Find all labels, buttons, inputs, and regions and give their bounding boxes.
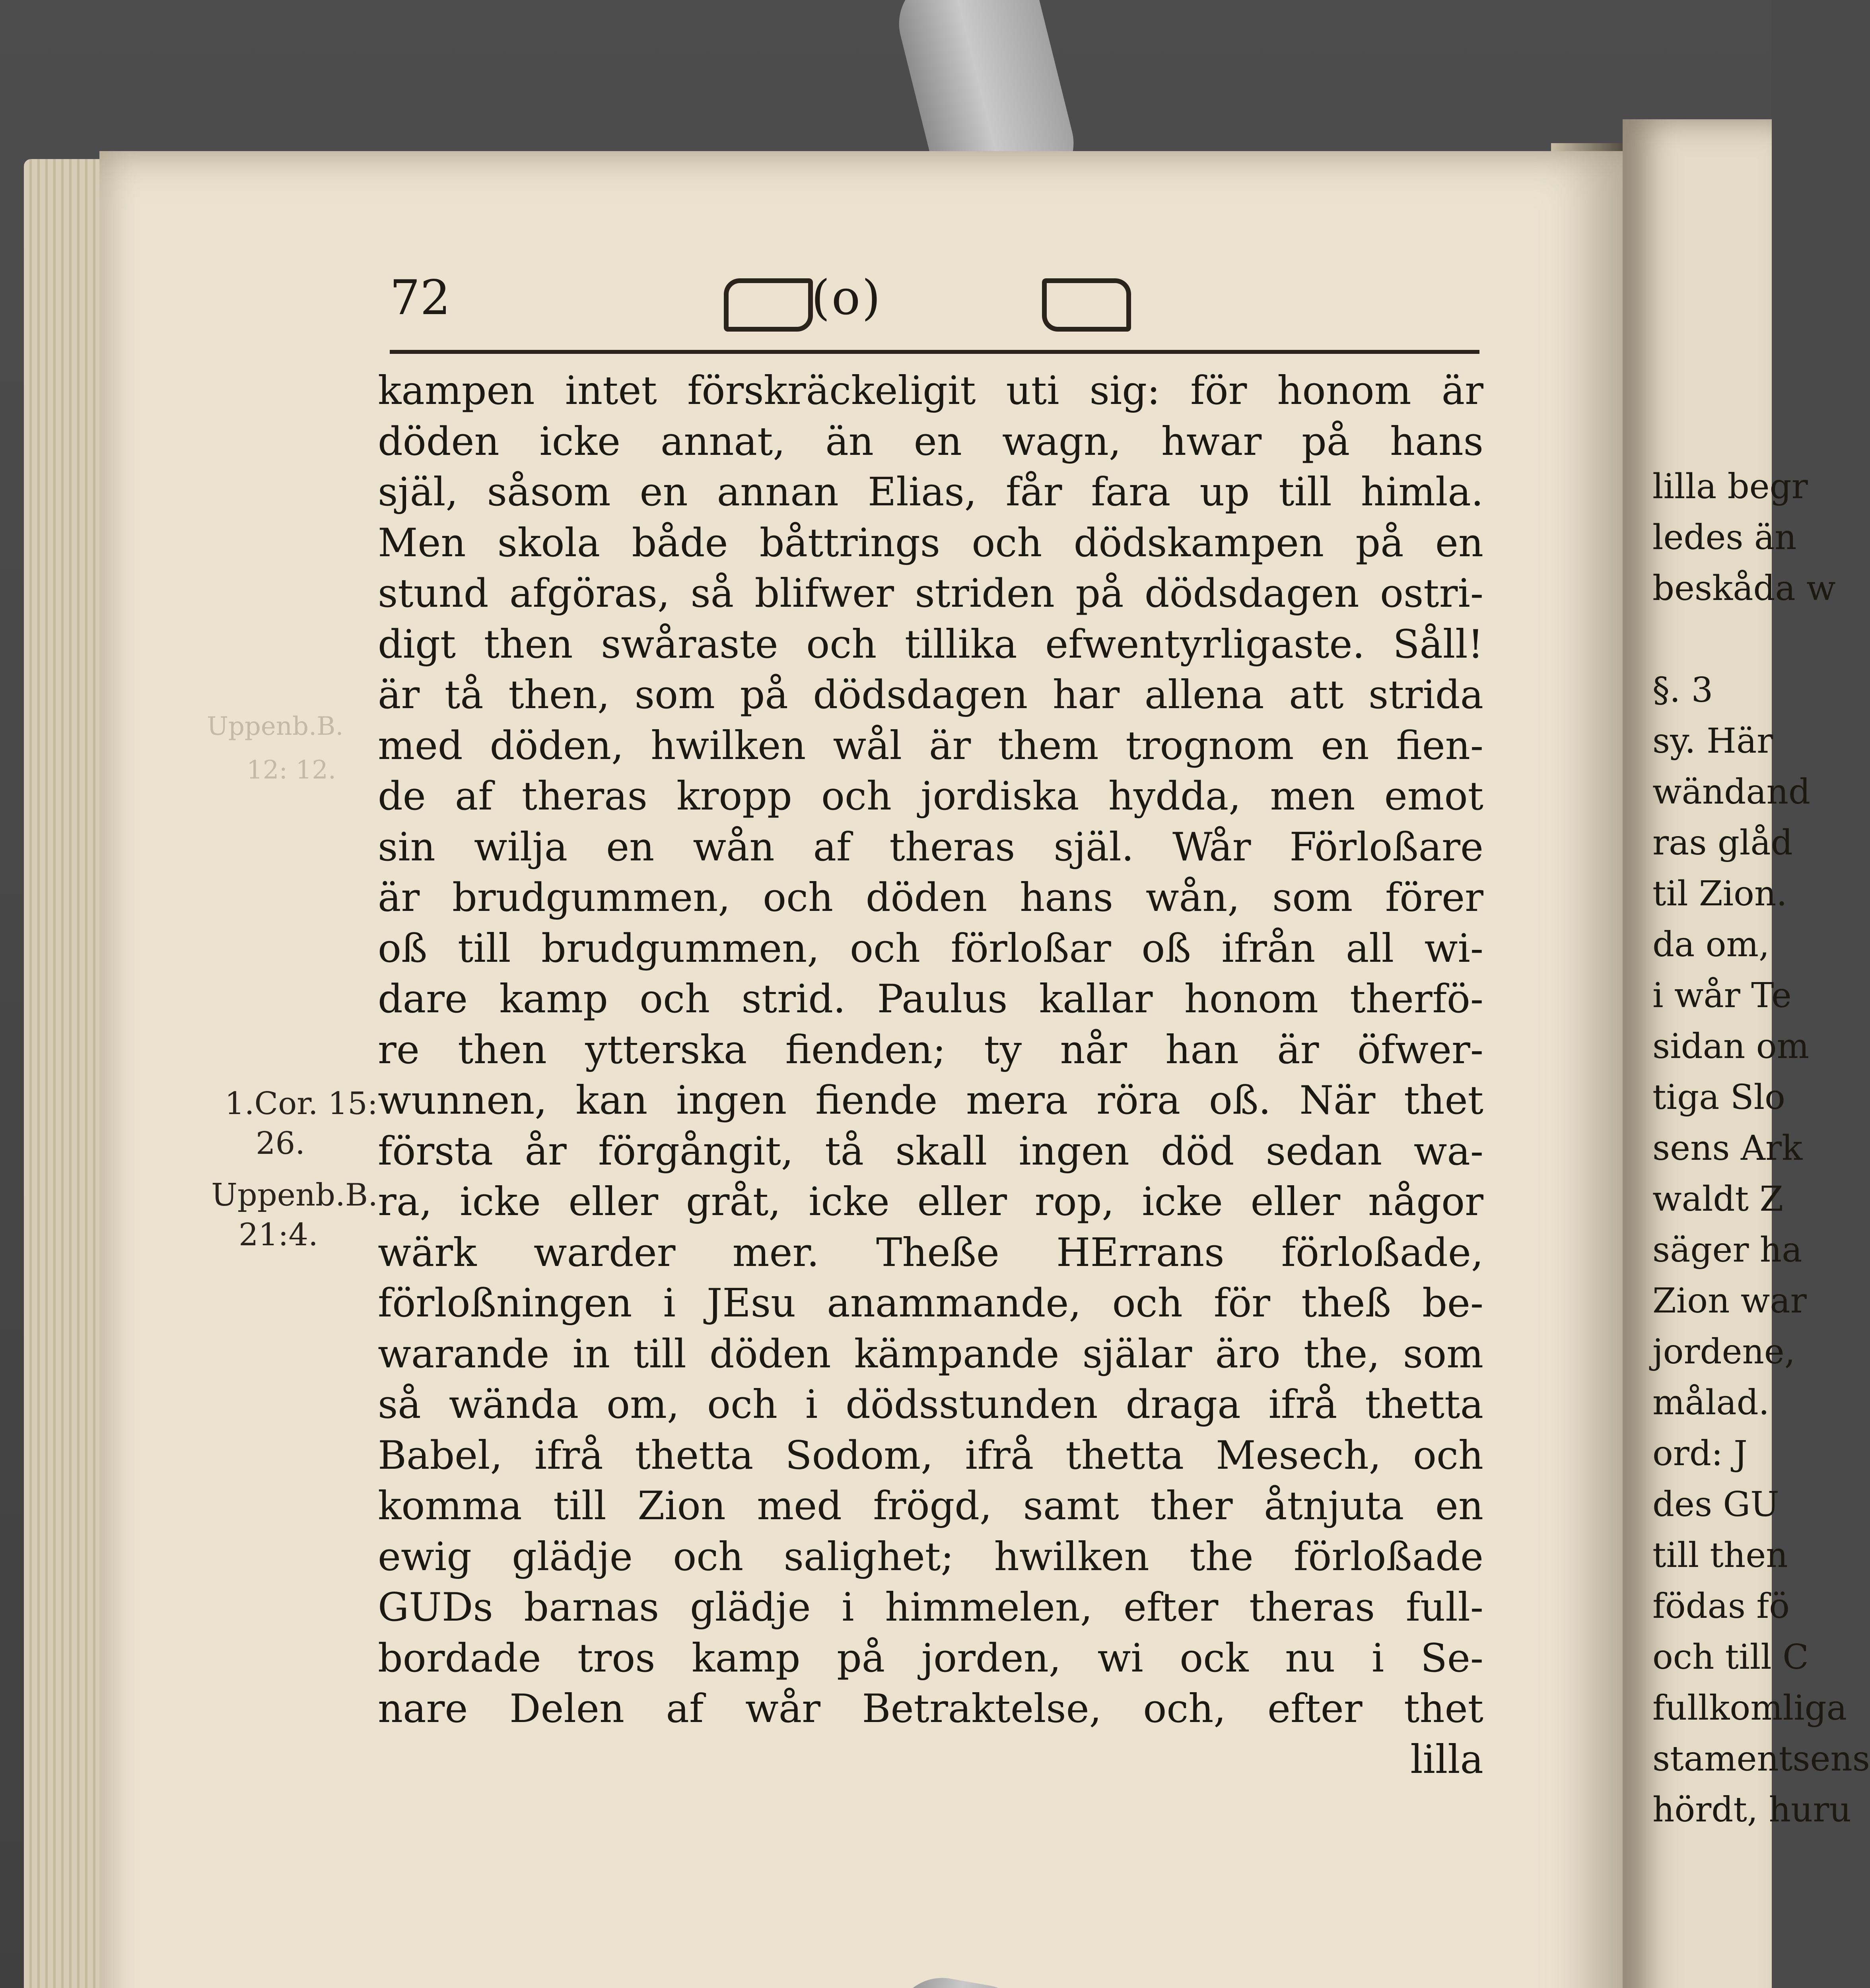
facing-page-line: fullkomliga xyxy=(1652,1688,1847,1728)
facing-page-line: lilla begr xyxy=(1652,467,1808,507)
body-text xyxy=(378,366,1483,1785)
bleed-through-note-verse: 12: 12. xyxy=(247,755,336,785)
facing-page-line: säger ha xyxy=(1652,1230,1802,1270)
text-line: digt then swåraste och tillika efwentyrligaste. Såll! xyxy=(378,621,1483,667)
facing-page-line: §. 3 xyxy=(1652,670,1713,710)
facing-page-line: födas fö xyxy=(1652,1586,1790,1626)
facing-page-line: tiga Slo xyxy=(1652,1077,1785,1117)
text-line: de af theras kropp och jordiska hydda, men emot xyxy=(378,774,1483,819)
text-line: wärk warder mer. Theße HErrans förloßade, xyxy=(378,1230,1483,1276)
text-line: re then ytterska fienden; ty når han är öfwer- xyxy=(378,1027,1483,1073)
text-line: dare kamp och strid. Paulus kallar honom therfö- xyxy=(378,977,1483,1022)
facing-page-line: ledes än xyxy=(1652,518,1797,557)
text-line: warande in till döden kämpande själar äro the, som xyxy=(378,1331,1483,1377)
facing-page-line: ord: J xyxy=(1652,1434,1748,1474)
margin-note-uppenb: Uppenb.B. xyxy=(211,1177,378,1213)
text-line: första år förgångit, tå skall ingen död sedan wa- xyxy=(378,1128,1483,1174)
text-line: Men skola både båttrings och dödskampen på en xyxy=(378,520,1483,566)
margin-note-cor: 1.Cor. 15: xyxy=(225,1086,378,1122)
text-line: Babel, ifrå thetta Sodom, ifrå thetta Mesech, och xyxy=(378,1433,1483,1478)
header-rule xyxy=(390,350,1479,354)
text-line: wunnen, kan ingen fiende mera röra oß. När thet xyxy=(378,1078,1483,1123)
facing-page-line: wändand xyxy=(1652,772,1811,812)
text-line: kampen intet förskräckeligit uti sig: för honom är xyxy=(378,368,1483,414)
facing-page-line: beskåda w xyxy=(1652,569,1836,608)
facing-page-line: waldt Z xyxy=(1652,1179,1784,1219)
text-line: är brudgummen, och döden hans wån, som förer xyxy=(378,875,1483,920)
text-line: ewig glädje och salighet; hwilken the förloßade xyxy=(378,1534,1483,1580)
facing-page-line xyxy=(1652,614,1772,665)
facing-page-line: stamentsens xyxy=(1652,1739,1870,1779)
facing-page-line: målad. xyxy=(1652,1383,1769,1423)
margin-note-uppenb-verse: 21:4. xyxy=(239,1217,318,1253)
facing-page-line: jordene, xyxy=(1652,1332,1796,1372)
facing-page-line: sens Ark xyxy=(1652,1128,1803,1168)
text-line: döden icke annat, än en wagn, hwar på hans xyxy=(378,419,1483,464)
facing-page-line: des GU xyxy=(1652,1485,1779,1524)
facing-page-line: till then xyxy=(1652,1536,1788,1575)
text-line: nare Delen af wår Betraktelse, och, efter thet xyxy=(378,1686,1483,1732)
page-number: 72 xyxy=(390,270,451,326)
text-line: med döden, hwilken wål är them trognom en fien- xyxy=(378,723,1483,769)
text-line: lilla xyxy=(1410,1737,1483,1782)
text-line: GUDs barnas glädje i himmelen, efter theras full- xyxy=(378,1585,1483,1630)
text-line: komma till Zion med frögd, samt ther åtnjuta en xyxy=(378,1483,1483,1529)
text-line: stund afgöras, så blifwer striden på dödsdagen ostri- xyxy=(378,571,1483,616)
facing-page-line: til Zion. xyxy=(1652,874,1787,914)
facing-page-line: sidan om xyxy=(1652,1027,1810,1066)
facing-page-line: Zion war xyxy=(1652,1281,1807,1321)
text-line: så wända om, och i dödsstunden draga ifrå thetta xyxy=(378,1382,1483,1427)
facing-page-line: och till C xyxy=(1652,1637,1809,1677)
text-line: förloßningen i JEsu anammande, och för theß be- xyxy=(378,1281,1483,1326)
facing-page-line: ras glåd xyxy=(1652,823,1793,863)
page-header xyxy=(390,254,1519,334)
text-line: ra, icke eller gråt, icke eller rop, icke eller någor xyxy=(378,1179,1483,1225)
text-line: oß till brudgummen, och förloßar oß ifrån all wi- xyxy=(378,926,1483,971)
margin-note-cor-verse: 26. xyxy=(255,1126,305,1161)
ornament-left-icon xyxy=(724,278,813,332)
text-line: sin wilja en wån af theras själ. Wår Förloßare xyxy=(378,824,1483,870)
running-head: (o) xyxy=(811,270,882,326)
facing-page-line: da om, xyxy=(1652,925,1770,965)
ornament-right-icon xyxy=(1042,278,1131,332)
facing-page-text xyxy=(1652,461,1870,1835)
text-line: bordade tros kamp på jorden, wi ock nu i Se- xyxy=(378,1635,1483,1681)
facing-page-line: i wår Te xyxy=(1652,976,1792,1015)
text-line: själ, såsom en annan Elias, får fara up till himla. xyxy=(378,470,1483,515)
bleed-through-note: Uppenb.B. xyxy=(207,712,344,741)
facing-page-line: sy. Här xyxy=(1652,721,1773,761)
text-line: är tå then, som på dödsdagen har allena att strida xyxy=(378,672,1483,718)
facing-page-line: hördt, huru xyxy=(1652,1790,1851,1830)
facing-page xyxy=(1623,119,1870,1988)
